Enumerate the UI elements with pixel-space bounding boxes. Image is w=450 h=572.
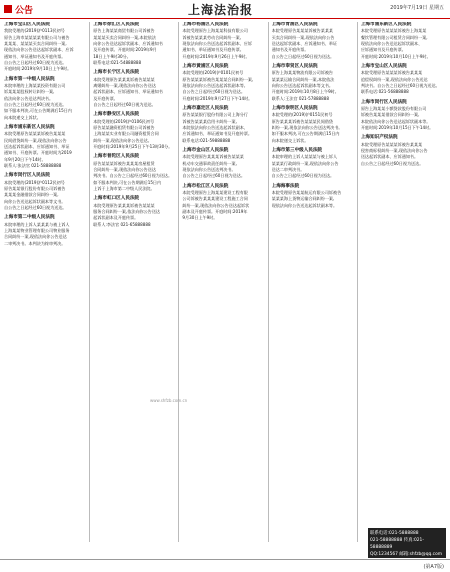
notice-line: 通知书、举证通知书及开庭传票。	[182, 47, 244, 53]
notice-line: 本院受理原告上海某某建设工程有限	[182, 189, 248, 195]
notice-line: 如不服本判决,可在公告期满后15日内	[93, 179, 162, 185]
notice-line: 起诉状副本、应诉通知书、举证通知书	[93, 89, 163, 95]
notice-line: 应诉通知书及开庭传票。	[360, 47, 406, 53]
notice-line: 送达二审判决书。	[271, 166, 305, 172]
notice-item	[182, 64, 265, 102]
notice-line: 向你公告送达起诉状副本等文书。	[4, 198, 66, 204]
notice-item	[272, 64, 355, 102]
notice-line: 本院受理原告某某某诉被告某某某	[4, 131, 66, 137]
notice-line: 送达起诉状副本、应诉通知书、举证	[271, 40, 338, 46]
notice-item	[182, 106, 265, 144]
notice-title: 上海市虹口区人民法院	[93, 196, 140, 202]
notice-line: 本院受理原告上海某某科技有限公司	[182, 28, 248, 34]
notice-title: 上海市杨浦区人民法院	[182, 22, 229, 27]
notice-item	[272, 106, 355, 144]
notice-line: 公司诉被告某某某建设工程施工合同	[182, 196, 248, 202]
notice-title: 上海海事法院	[271, 183, 300, 189]
notice-line: 本院受理原告某某某诉被告某某某	[93, 202, 155, 208]
notice-line: 本院依法向你公告送达起诉状副本、	[182, 124, 248, 130]
notice-line: 本院受理的(2019)沪0101民初号	[182, 70, 244, 76]
notice-line: 现依法向你公告送达起诉状副本等。	[271, 202, 338, 208]
notice-title: 上海市普陀区人民法院	[93, 154, 140, 160]
page-footer	[0, 559, 450, 572]
notice-line: 应诉通知书、举证通知书及开庭传票。	[182, 131, 252, 137]
notice-item	[4, 22, 87, 73]
notice-line: 自公告之日起经过60日视为送达。	[93, 102, 156, 107]
notice-line: 自公告之日起经过60日视为送达。	[4, 60, 67, 65]
notice-line: 民间借贷纠纷一案,现依法向你公告	[4, 137, 67, 143]
notice-line: 原告某某银行股份有限公司上海分行	[182, 112, 248, 118]
contact-line: 联系电话:021-5888888	[370, 531, 419, 536]
notice-line: 二审判决书。本判决为终审判决。	[4, 240, 66, 246]
notice-item	[182, 22, 265, 60]
notice-line: 纠纷一案,现依法向你公告送达。	[93, 137, 152, 143]
notice-line: 起诉状副本及开庭传票。	[93, 215, 139, 221]
notice-line: 买卖合同纠纷一案,现依法向你公告	[271, 34, 335, 40]
notice-title: 上海市金山区人民法院	[182, 148, 229, 153]
notice-line: 上海某某物业管理有限公司物业服务	[4, 228, 70, 233]
notice-line: 自公告之日起经过60日视为送达。	[271, 53, 335, 59]
notice-title: 上海市徐汇区人民法院	[93, 22, 140, 27]
notice-item	[361, 100, 444, 132]
notice-columns	[4, 22, 446, 542]
section-title: 公告	[15, 5, 34, 16]
notice-line: 某某某行政纠纷一案,现依法向你公告	[271, 160, 339, 166]
notice-line: 合同纠纷一案,现依法向你公告送达	[4, 234, 67, 240]
notice-line: 依法向你公告送达判决书。	[4, 95, 54, 101]
notice-line: 本院受理原告某某某诉被告某某某	[360, 70, 423, 76]
notice-item	[272, 148, 355, 180]
notice-line: 现依法向你公告送达判决书。	[182, 166, 236, 172]
notice-line: 机动车交通事故责任纠纷一案,	[182, 160, 237, 166]
notice-line: 本院受理的(2019)沪0112民初号	[4, 179, 65, 185]
notice-line: 服务合同纠纷一案,依法向你公告送达	[93, 208, 161, 214]
notice-item	[93, 22, 176, 66]
notice-item	[4, 77, 87, 121]
contact-box	[368, 528, 446, 558]
notice-line: 合同纠纷一案,现依法向你公告送达	[93, 166, 156, 172]
notice-title: 上海市黄浦区人民法院	[182, 64, 229, 69]
notice-line: 送达起诉状副本、应诉通知书。	[360, 154, 419, 160]
notice-line: 纠纷一案,现依法向你公告送达起诉状	[182, 202, 250, 208]
notice-line: 诉被告某某某借款合同纠纷一案,	[360, 112, 420, 118]
notice-line: 判决书。自公告之日起经过60日视为送达。	[360, 82, 440, 88]
notice-title: 上海市浦东新区人民法院	[360, 22, 412, 27]
page-header	[0, 0, 450, 19]
notice-title: 上海市奉贤区人民法院	[271, 64, 318, 69]
notice-title: 上海市长宁区人民法院	[93, 70, 140, 76]
notice-title: 上海市嘉定区人民法院	[182, 106, 229, 111]
notice-title: 上海市闵行区人民法院	[4, 173, 50, 179]
notice-title: 上海市第三中级人民法院	[271, 148, 323, 153]
notice-column	[182, 22, 268, 542]
notice-line: 某某某、某某某买卖合同纠纷一案,	[4, 40, 67, 46]
notice-column	[361, 22, 446, 542]
notice-item	[361, 135, 444, 167]
notice-line: 原告上海市某某某某有限公司与被告	[4, 34, 70, 40]
notice-line: 原告某某银行股份有限公司诉被告	[4, 186, 66, 191]
notice-line: 向你公告送达起诉状副本、应诉通知书	[93, 40, 163, 46]
notice-column	[93, 22, 179, 542]
notice-line: 本院受理原告某某某诉被告某某某	[271, 28, 334, 34]
page-number: (第A7版)	[423, 564, 444, 570]
notice-item	[182, 184, 265, 222]
notice-line: 原告某某融资租赁有限公司诉被告	[93, 124, 155, 130]
notice-line: 诉被告某某某信用卡纠纷一案,	[182, 118, 237, 124]
notice-line: 自公告之日起经过60日视为送达。	[4, 102, 67, 107]
notice-line: 通知书及开庭传票。	[271, 47, 309, 53]
notice-line: 自公告之日起经过60日视为送达。	[182, 173, 245, 179]
notice-title: 上海市青浦区人民法院	[271, 22, 318, 27]
notice-column	[4, 22, 90, 542]
notice-line: 开庭时间:2019年9月25日下午13时30分。	[93, 144, 173, 149]
notice-line: 联系人:李法官 021-65888888	[93, 221, 151, 227]
notice-item	[361, 64, 444, 96]
notice-item	[272, 22, 355, 60]
notice-line: 本院受理原告某某某诉被告某某某	[93, 76, 155, 82]
section-marker-icon	[4, 5, 12, 13]
notice-line: 18日上午9时30分。	[93, 53, 131, 59]
notice-line: 开庭时间:2019年10月8日上午9时。	[271, 89, 339, 95]
notice-line: 本院审理的上诉人某某某与被上诉人	[4, 221, 70, 227]
notice-line: 餐饮管理有限公司租赁合同纠纷一案,	[360, 34, 428, 40]
notice-line: 自公告之日起经过60日视为送达。	[182, 89, 245, 95]
notice-line: 纠纷一案,现依法向你公告送达判决书。	[271, 124, 343, 130]
notice-item	[361, 22, 444, 60]
notice-line: 离婚纠纷一案,现依法向你公告送达	[93, 82, 156, 88]
notice-line: 我院受理的(2019)沪0113民初号	[4, 28, 65, 34]
contact-line: QQ:1234567 邮箱:shfzb@qq.com	[370, 552, 443, 558]
notice-line: 联系人:张法官 021-58888888	[4, 163, 62, 169]
masthead: 上海法治报	[188, 3, 254, 17]
notice-line: 原告某某某诉被告某某某民间借贷	[271, 118, 334, 124]
notice-line: 上诉于上海市第二中级人民法院。	[93, 186, 155, 191]
notice-line: 判决书。自公告之日起经过60日视为送达。	[93, 173, 173, 179]
notice-line: 自公告之日起经过60日视为送达。	[271, 173, 335, 179]
notice-line: 本院审理的上诉人某某某与被上诉人	[271, 154, 338, 160]
notice-line: 9月30日上午9时。	[182, 215, 218, 221]
dateline: 2019年7月19日 星期五	[390, 5, 444, 11]
notice-line: 副本及开庭传票。开庭时间:2019年	[182, 208, 248, 214]
notice-line: 诉被告某某某劳动合同纠纷一案,	[182, 34, 242, 40]
notice-line: 原告某某某诉被告某某某房屋租赁	[93, 160, 155, 166]
notice-title: 上海市静安区人民法院	[93, 112, 140, 118]
notice-line: 送达起诉状副本、应诉通知书、举证	[4, 144, 70, 149]
notice-line: 及开庭传票。开庭时间:2019年9月	[93, 47, 157, 53]
notice-title: 上海市浦东新区人民法院	[4, 125, 55, 131]
notice-item	[272, 184, 355, 209]
notice-line: 开庭时间:2019年9月27日下午14时。	[182, 95, 253, 101]
notice-line: 年9月20日下午14时。	[4, 156, 46, 162]
notice-item	[93, 154, 176, 192]
notice-line: 本院受理原告某某某诉被告某某某	[360, 141, 423, 147]
notice-item	[182, 148, 265, 180]
notice-title: 上海市宝山区人民法院	[4, 22, 50, 27]
notice-line: 自公告之日起经过60日视为送达。	[360, 160, 424, 166]
notice-item	[93, 112, 176, 150]
notice-line: 向本院递交上诉状。	[271, 137, 309, 143]
notice-item	[4, 215, 87, 247]
notice-line: 原告上海某某物流有限公司诉被告	[271, 70, 334, 76]
notice-line: 某某某买卖合同纠纷一案,本院依法	[93, 34, 156, 40]
notice-line: 原告某某某诉被告某某某合同纠纷一案,	[182, 76, 254, 82]
notice-title: 上海市松江区人民法院	[182, 183, 229, 189]
notice-title: 上海市崇明区人民法院	[271, 106, 318, 111]
notice-line: 本院审理的上海某某投资有限公司	[4, 82, 66, 88]
notice-line: 某某某海上货物运输合同纠纷一案,	[271, 196, 335, 202]
notice-line: 侵害商标权纠纷一案,现依法向你公告	[360, 147, 428, 153]
notice-line: 本院受理的(2019)沪0106民初号	[93, 118, 155, 124]
notice-line: 原告上海某某商贸有限公司诉被告	[93, 28, 155, 34]
notice-line: 向本院递交上诉状。	[4, 114, 41, 120]
notice-line: 某某某金融借款合同纠纷一案,	[4, 192, 59, 198]
notice-line: 开庭时间:2019年9月26日上午9时。	[182, 53, 250, 59]
notice-line: 开庭时间:2019年10月15日下午14时。	[360, 124, 434, 130]
notice-line: 诉某某某股权转让纠纷一案,	[4, 89, 55, 95]
notice-line: 本院受理原告某某航运有限公司诉被告	[271, 189, 342, 195]
notice-line: 向你公告送达起诉状副本等文书。	[271, 82, 334, 88]
notice-title: 上海知识产权法院	[360, 135, 398, 141]
notice-line: 如不服本判决,可在公告期满后15日内	[4, 108, 72, 114]
notice-line: 某某某运输合同纠纷一案,本院依法	[271, 76, 335, 82]
notice-title: 上海市第二中级人民法院	[4, 215, 55, 221]
notice-line: 现依法向你公告送达起诉状副本、	[360, 40, 423, 46]
notice-item	[93, 70, 176, 108]
notice-line: 追偿权纠纷一案,现依法向你公告送达	[360, 76, 428, 82]
notice-line: 自公告之日起经过60日视为送达。	[4, 205, 67, 211]
notice-line: 联系人:王法官 021-57888888	[271, 95, 329, 101]
notice-title: 上海市闵行区人民法院	[360, 99, 407, 105]
notice-line: 联系电话:021-54888888	[93, 60, 142, 65]
notice-line: 本院受理的(2019)沪0151民初号	[271, 112, 333, 118]
notice-line: 联系电话:021-56888888	[360, 89, 409, 95]
notice-line: 通知书、举证通知书及开庭传票。	[4, 53, 66, 59]
notice-line: 本院依法向你公告送达起诉状副本等。	[360, 118, 431, 124]
notice-line: 开庭时间:2019年9月10日上午9时。	[4, 66, 72, 72]
notice-title: 上海市第一中级人民法院	[4, 76, 55, 82]
notice-item	[4, 125, 87, 169]
notice-line: 通知书、开庭传票。开庭时间为2019	[4, 150, 72, 156]
notice-line: 现依法向你公告送达起诉状副本、应诉	[4, 47, 74, 53]
notice-line: 上海某某实业有限公司融资租赁合同	[93, 131, 159, 137]
section-label	[4, 3, 33, 16]
notice-line: 本院受理原告某某某诉被告某某某	[182, 154, 244, 160]
notice-item	[93, 196, 176, 228]
notice-item	[4, 173, 87, 211]
watermark: www.shfzb.com.cn	[150, 398, 188, 403]
notice-line: 联系电话:021-59888888	[182, 137, 231, 143]
notice-line: 现依法向你公告送达起诉状副本、应诉	[182, 40, 252, 46]
notice-line: 如不服本判决,可在公告期满后15日内	[271, 131, 340, 137]
notice-line: 原告上海某某小额贷款股份有限公司	[360, 105, 427, 111]
notice-line: 本院受理原告某某某诉被告上海某某	[360, 28, 427, 34]
notice-column	[272, 22, 358, 542]
notice-line: 现依法向你公告送达起诉状副本等。	[182, 82, 248, 88]
notice-line: 及开庭传票。	[93, 95, 118, 101]
notice-line: 开庭时间:2019年10月10日上午9时。	[360, 53, 431, 59]
notice-title: 上海市宝山区人民法院	[360, 64, 407, 69]
contact-line: 021-58888888 传真:021-58888889	[370, 538, 424, 551]
